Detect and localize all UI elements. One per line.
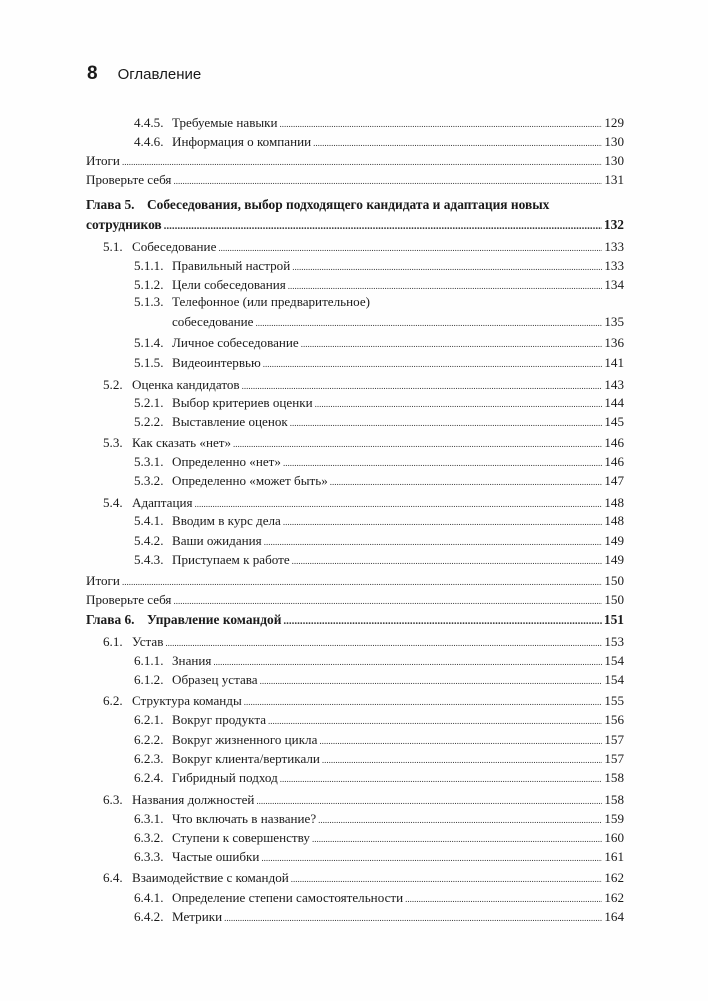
- toc-row: [86, 732, 624, 750]
- toc-row: [86, 172, 624, 190]
- toc-entry-title: Личное собеседование: [172, 335, 299, 350]
- toc-section-number: 6.2.2.: [134, 732, 164, 747]
- leader-dots: [292, 556, 603, 566]
- toc-page-number: 136: [604, 335, 624, 350]
- toc-page-number: 130: [604, 134, 624, 149]
- toc-page-number: 161: [604, 849, 624, 864]
- leader-dots: [122, 577, 602, 587]
- toc-row: [86, 294, 624, 312]
- toc-page-number: 151: [603, 612, 624, 627]
- toc-entry-title: Собеседование: [132, 239, 217, 254]
- toc-section-number: 6.2.: [103, 693, 123, 708]
- toc-entry-title: собеседование: [172, 314, 254, 329]
- toc-section-number: 5.1.3.: [134, 294, 164, 309]
- toc-entry-title: Оценка кандидатов: [132, 377, 240, 392]
- toc-entry-title: Проверьте себя: [86, 172, 172, 187]
- toc-entry-title: Вокруг жизненного цикла: [172, 732, 318, 747]
- toc-entry-title: Структура команды: [132, 693, 242, 708]
- toc-row: [86, 239, 624, 257]
- toc-page-number: 131: [604, 172, 624, 187]
- toc-section-number: 5.2.2.: [134, 414, 164, 429]
- toc-row: [86, 335, 624, 353]
- toc-entry-title: сотрудников: [86, 217, 162, 232]
- toc-section-number: 6.4.1.: [134, 890, 164, 905]
- toc-row: [86, 153, 624, 171]
- toc-row: [86, 513, 624, 531]
- toc-page-number: 159: [604, 811, 624, 826]
- toc-section-number: 6.1.1.: [134, 653, 164, 668]
- toc-entry-title: Ступени к совершенству: [172, 830, 310, 845]
- toc-entry-title: Устав: [132, 634, 164, 649]
- toc-row: [86, 134, 624, 152]
- toc-row: [86, 909, 624, 927]
- leader-dots: [164, 220, 602, 232]
- toc-page-number: 144: [604, 395, 624, 410]
- toc-row: [86, 712, 624, 730]
- toc-section-number: 5.3.: [103, 435, 123, 450]
- toc-page-number: 145: [604, 414, 624, 429]
- toc-entry-title: Информация о компании: [172, 134, 312, 149]
- toc-section-number: 5.1.5.: [134, 355, 164, 370]
- toc-entry-title: Определенно «нет»: [172, 454, 281, 469]
- toc-row: [86, 792, 624, 810]
- toc-section-number: 6.4.: [103, 870, 123, 885]
- toc-page-number: 149: [604, 552, 624, 567]
- toc-page-number: 156: [604, 712, 624, 727]
- toc-entry-title: Управление командой: [147, 612, 282, 627]
- leader-dots: [301, 339, 603, 349]
- toc-entry-title: Вокруг продукта: [172, 712, 267, 727]
- toc-row: [86, 653, 624, 671]
- toc-section-number: 6.2.3.: [134, 751, 164, 766]
- leader-dots: [291, 874, 603, 884]
- toc-row: [86, 435, 624, 453]
- leader-dots: [283, 458, 602, 468]
- toc-entry-title: Цели собеседования: [172, 277, 286, 292]
- toc-page-number: 148: [604, 513, 624, 528]
- toc-row: [86, 751, 624, 769]
- toc-section-number: 5.4.2.: [134, 533, 164, 548]
- toc-page-number: 146: [604, 454, 624, 469]
- toc-row: [86, 473, 624, 491]
- toc-section-number: 6.2.1.: [134, 712, 164, 727]
- running-head: Оглавление: [117, 66, 202, 83]
- toc-row: [86, 258, 624, 276]
- toc-entry-title: Определение степени самостоятельности: [172, 890, 404, 905]
- toc-page-number: 146: [604, 435, 624, 450]
- leader-dots: [165, 638, 602, 648]
- leader-dots: [260, 676, 603, 686]
- leader-dots: [405, 894, 602, 904]
- toc-entry-title: Гибридный подход: [172, 770, 278, 785]
- toc-row: [86, 890, 624, 908]
- toc-entry-title: Ваши ожидания: [172, 533, 262, 548]
- toc-section-number: 5.2.1.: [134, 395, 164, 410]
- leader-dots: [263, 359, 603, 369]
- leader-dots: [213, 657, 602, 667]
- leader-dots: [318, 815, 602, 825]
- toc-section-number: 6.3.2.: [134, 830, 164, 845]
- toc-page-number: 149: [604, 533, 624, 548]
- toc-entry-title: Определенно «может быть»: [172, 473, 328, 488]
- toc-page-number: 134: [604, 277, 624, 292]
- toc-entry-title: Частые ошибки: [172, 849, 260, 864]
- toc-row: [86, 314, 624, 332]
- toc-page-number: 133: [604, 239, 624, 254]
- toc-section-number: 5.4.3.: [134, 552, 164, 567]
- toc-row: [86, 277, 624, 295]
- leader-dots: [173, 176, 602, 186]
- page-header: [87, 63, 201, 85]
- toc-section-number: 5.4.: [103, 495, 123, 510]
- toc-page-number: 164: [604, 909, 624, 924]
- leader-dots: [288, 281, 603, 291]
- toc-page-number: 160: [604, 830, 624, 845]
- toc-section-number: 6.1.2.: [134, 672, 164, 687]
- toc-page-number: 157: [604, 732, 624, 747]
- toc-row: [86, 533, 624, 551]
- toc-row: [86, 830, 624, 848]
- toc-row: [86, 693, 624, 711]
- leader-dots: [319, 736, 602, 746]
- leader-dots: [173, 596, 602, 606]
- toc-entry-title: Вводим в курс дела: [172, 513, 281, 528]
- toc-page-number: 132: [603, 217, 624, 232]
- leader-dots: [283, 517, 603, 527]
- toc-section-number: 5.4.1.: [134, 513, 164, 528]
- toc-page-number: 153: [604, 634, 624, 649]
- toc-section-number: 5.3.2.: [134, 473, 164, 488]
- leader-dots: [122, 157, 602, 167]
- toc-entry-title: Знания: [172, 653, 212, 668]
- toc-section-number: 6.3.3.: [134, 849, 164, 864]
- toc-section-number: Глава 5.: [86, 197, 135, 212]
- toc-entry-title: Выбор критериев оценки: [172, 395, 313, 410]
- toc-page-number: 135: [604, 314, 624, 329]
- leader-dots: [313, 138, 602, 148]
- toc-entry-title: Что включать в название?: [172, 811, 317, 826]
- toc-row: [86, 495, 624, 513]
- toc-section-number: 6.3.1.: [134, 811, 164, 826]
- toc-entry-title: Собеседования, выбор подходящего кандидата и адаптация новых: [147, 197, 550, 212]
- toc-section-number: 5.1.2.: [134, 277, 164, 292]
- toc-page-number: 150: [604, 592, 624, 607]
- toc-row: [86, 634, 624, 652]
- toc-row: [86, 355, 624, 373]
- toc-section-number: 6.1.: [103, 634, 123, 649]
- toc-chapter-row: [86, 612, 624, 630]
- toc-page-number: 129: [604, 115, 624, 130]
- toc-entry-title: Образец устава: [172, 672, 258, 687]
- leader-dots: [280, 774, 603, 784]
- toc-page-number: 154: [604, 672, 624, 687]
- toc-section-number: 4.4.6.: [134, 134, 164, 149]
- toc-entry-title: Итоги: [86, 573, 120, 588]
- toc-entry-title: Проверьте себя: [86, 592, 172, 607]
- toc-entry-title: Видеоинтервью: [172, 355, 261, 370]
- leader-dots: [322, 755, 602, 765]
- toc-entry-title: Выставление оценок: [172, 414, 288, 429]
- toc-page-number: 158: [604, 792, 624, 807]
- toc-section-number: 5.2.: [103, 377, 123, 392]
- toc-page-number: 162: [604, 870, 624, 885]
- toc-chapter-row: [86, 197, 624, 215]
- toc-entry-title: Требуемые навыки: [172, 115, 278, 130]
- toc-section-number: 6.3.: [103, 792, 123, 807]
- toc-page-number: 143: [604, 377, 624, 392]
- toc-page-number: 157: [604, 751, 624, 766]
- toc-row: [86, 770, 624, 788]
- toc-page-number: 148: [604, 495, 624, 510]
- toc-row: [86, 811, 624, 829]
- leader-dots: [195, 499, 603, 509]
- toc-page-number: 158: [604, 770, 624, 785]
- toc-page-number: 155: [604, 693, 624, 708]
- toc-entry-title: Названия должностей: [132, 792, 255, 807]
- toc-page-number: 154: [604, 653, 624, 668]
- leader-dots: [264, 537, 603, 547]
- toc-row: [86, 414, 624, 432]
- toc-entry-title: Метрики: [172, 909, 223, 924]
- toc-row: [86, 115, 624, 133]
- toc-page-number: 141: [604, 355, 624, 370]
- leader-dots: [280, 119, 603, 129]
- leader-dots: [261, 853, 602, 863]
- toc-entry-title: Адаптация: [132, 495, 193, 510]
- toc-page-number: 162: [604, 890, 624, 905]
- toc-section-number: 5.1.: [103, 239, 123, 254]
- page-number: 8: [87, 63, 98, 84]
- leader-dots: [242, 381, 603, 391]
- leader-dots: [268, 716, 602, 726]
- toc-entry-title: Правильный настрой: [172, 258, 291, 273]
- toc-row: [86, 573, 624, 591]
- toc-section-number: 5.1.1.: [134, 258, 164, 273]
- leader-dots: [283, 615, 601, 627]
- toc-entry-title: Взаимодействие с командой: [132, 870, 289, 885]
- toc-page-number: 150: [604, 573, 624, 588]
- toc-row: [86, 454, 624, 472]
- toc-row: [86, 849, 624, 867]
- toc-section-number: 5.3.1.: [134, 454, 164, 469]
- toc-page-number: 147: [604, 473, 624, 488]
- leader-dots: [315, 399, 603, 409]
- toc-chapter-row: [86, 217, 624, 235]
- leader-dots: [218, 243, 602, 253]
- leader-dots: [244, 697, 603, 707]
- toc-entry-title: Вокруг клиента/вертикали: [172, 751, 320, 766]
- toc-page-number: 133: [604, 258, 624, 273]
- toc-page-number: 130: [604, 153, 624, 168]
- toc-section-number: 6.4.2.: [134, 909, 164, 924]
- leader-dots: [312, 834, 602, 844]
- toc-row: [86, 552, 624, 570]
- toc-row: [86, 870, 624, 888]
- toc-entry-title: Приступаем к работе: [172, 552, 290, 567]
- leader-dots: [330, 477, 603, 487]
- leader-dots: [233, 439, 602, 449]
- leader-dots: [256, 796, 602, 806]
- toc-entry-title: Телефонное (или предварительное): [172, 294, 370, 309]
- toc-entry-title: Итоги: [86, 153, 120, 168]
- leader-dots: [290, 418, 603, 428]
- toc-row: [86, 377, 624, 395]
- toc-section-number: 5.1.4.: [134, 335, 164, 350]
- toc-section-number: Глава 6.: [86, 612, 135, 627]
- leader-dots: [292, 262, 602, 272]
- toc-row: [86, 672, 624, 690]
- toc-row: [86, 592, 624, 610]
- leader-dots: [255, 318, 602, 328]
- toc-section-number: 4.4.5.: [134, 115, 164, 130]
- toc-entry-title: Как сказать «нет»: [132, 435, 232, 450]
- toc-row: [86, 395, 624, 413]
- toc-section-number: 6.2.4.: [134, 770, 164, 785]
- leader-dots: [224, 913, 602, 923]
